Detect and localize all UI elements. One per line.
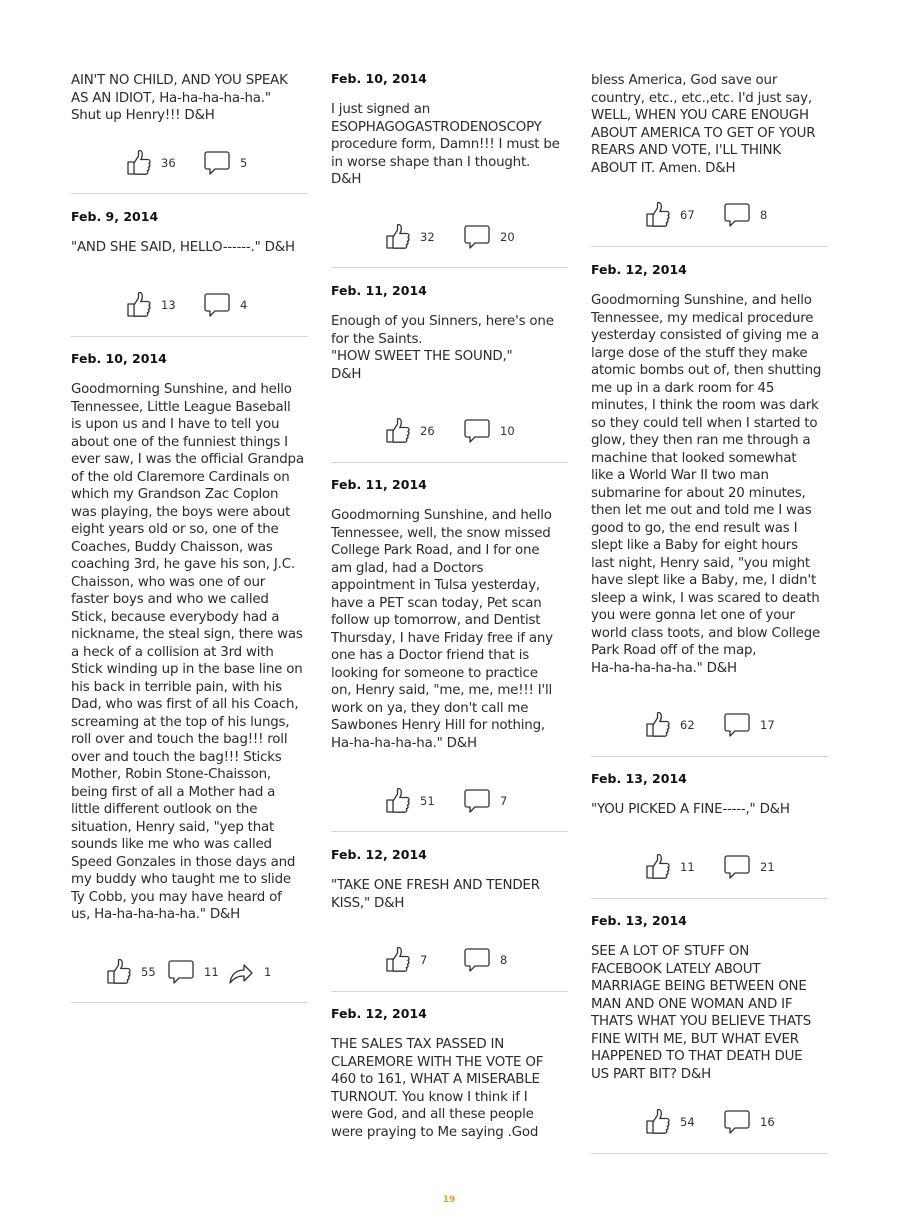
speech-bubble-icon bbox=[168, 959, 194, 985]
post-body bbox=[591, 801, 828, 819]
comment-button[interactable] bbox=[724, 710, 775, 740]
text-line: me up in a dark room for 45 bbox=[591, 380, 775, 396]
text-line: sounds like me who was called bbox=[71, 837, 272, 852]
text-line: were God, and all these people bbox=[331, 1107, 534, 1122]
text-line: Ha-ha-ha-ha-ha." D&H bbox=[591, 660, 737, 676]
like-button[interactable] bbox=[386, 786, 435, 816]
text-line: appointment in Tulsa yesterday, bbox=[331, 578, 540, 593]
comment-count: 16 bbox=[760, 1115, 775, 1129]
text-line: ESOPHAGOGASTRODENOSCOPY bbox=[331, 119, 542, 135]
text-line: I just signed an bbox=[331, 102, 431, 117]
text-line: Speed Gonzales in those days and bbox=[71, 854, 296, 870]
like-button[interactable] bbox=[646, 710, 695, 740]
text-line: Chaisson, who was one of our bbox=[71, 574, 266, 590]
post-11 bbox=[591, 771, 828, 819]
comment-count: 11 bbox=[204, 965, 219, 979]
divider bbox=[331, 991, 568, 992]
post-1-stats bbox=[71, 148, 308, 178]
comment-button[interactable] bbox=[464, 786, 507, 816]
comment-button[interactable] bbox=[724, 1107, 775, 1137]
divider bbox=[331, 462, 568, 463]
text-line: have a PET scan today, Pet scan bbox=[331, 595, 542, 611]
like-button[interactable] bbox=[127, 148, 176, 178]
like-button[interactable] bbox=[127, 290, 176, 320]
post-10-stats bbox=[591, 710, 828, 740]
comment-count: 8 bbox=[760, 208, 768, 222]
text-line: so they could tell when I started to bbox=[591, 415, 818, 431]
text-line: Stick winding up in the base line on bbox=[71, 662, 303, 677]
divider bbox=[591, 756, 828, 757]
text-line: College Park Road, and I for one bbox=[331, 543, 540, 558]
post-date: Feb. 13, 2014 bbox=[591, 771, 687, 786]
text-line: country, etc., etc.,etc. I'd just say, bbox=[591, 90, 812, 106]
text-line: being first of all a Mother had a bbox=[71, 784, 276, 800]
post-9-stats bbox=[591, 200, 828, 230]
like-count: 11 bbox=[680, 860, 695, 874]
text-line: sleep a wink, I was scared to death bbox=[591, 590, 820, 606]
post-date: Feb. 12, 2014 bbox=[331, 1006, 427, 1021]
text-line: Tennessee, well, the snow missed bbox=[331, 525, 551, 541]
text-line: ABOUT AMERICA TO GET OF YOUR bbox=[591, 125, 816, 141]
text-line: Goodmorning Sunshine, and hello bbox=[331, 508, 552, 523]
text-line: Shut up Henry!!! D&H bbox=[71, 108, 215, 123]
like-button[interactable] bbox=[646, 1107, 695, 1137]
divider bbox=[591, 1153, 828, 1154]
text-line: D&H bbox=[331, 172, 362, 187]
like-count: 55 bbox=[141, 965, 156, 979]
comment-count: 4 bbox=[240, 298, 248, 312]
text-line: have slept like a Baby, me, I didn't bbox=[591, 573, 816, 588]
text-line: KISS," D&H bbox=[331, 895, 405, 911]
post-5 bbox=[331, 283, 568, 383]
divider bbox=[591, 246, 828, 247]
post-body bbox=[71, 72, 308, 125]
text-line: large dose of the stuff they make bbox=[591, 345, 808, 361]
post-body bbox=[331, 877, 568, 912]
text-line: Ty Cobb, you may have heard of bbox=[71, 889, 282, 905]
text-line: is upon us and I have to tell you bbox=[71, 417, 280, 432]
speech-bubble-icon bbox=[724, 854, 750, 880]
post-7 bbox=[331, 847, 568, 912]
divider bbox=[71, 1002, 308, 1003]
text-line: over and touch the bag!!! Sticks bbox=[71, 749, 282, 765]
speech-bubble-icon bbox=[724, 712, 750, 738]
speech-bubble-icon bbox=[204, 150, 230, 176]
text-line: follow up tomorrow, and Dentist bbox=[331, 613, 541, 628]
text-line: submarine for about 20 minutes, bbox=[591, 485, 806, 501]
comment-count: 20 bbox=[500, 230, 515, 244]
thumbs-up-icon bbox=[646, 712, 670, 738]
text-line: us, Ha-ha-ha-ha-ha." D&H bbox=[71, 907, 241, 922]
post-body bbox=[591, 943, 828, 1083]
share-arrow-icon bbox=[228, 959, 254, 985]
text-line: MARRIAGE BEING BETWEEN ONE bbox=[591, 979, 807, 994]
like-button[interactable] bbox=[386, 222, 435, 252]
text-line: world class toots, and blow College bbox=[591, 625, 821, 641]
thumbs-up-icon bbox=[646, 854, 670, 880]
divider bbox=[591, 898, 828, 899]
text-line: yesterday consisted of giving me a bbox=[591, 328, 819, 343]
post-date: Feb. 9, 2014 bbox=[71, 209, 159, 224]
text-line: Tennessee, my medical procedure bbox=[591, 310, 814, 326]
like-count: 32 bbox=[420, 230, 435, 244]
text-line: glow, they then ran me through a bbox=[591, 433, 811, 448]
post-9 bbox=[591, 72, 828, 177]
thumbs-up-icon bbox=[386, 224, 410, 250]
comment-button[interactable] bbox=[724, 200, 767, 230]
speech-bubble-icon bbox=[464, 224, 490, 250]
post-date: Feb. 10, 2014 bbox=[331, 71, 427, 86]
comment-count: 10 bbox=[500, 424, 515, 438]
text-line: looking for someone to practice bbox=[331, 665, 538, 681]
post-2 bbox=[71, 209, 308, 257]
post-body bbox=[71, 381, 308, 924]
comment-button[interactable] bbox=[204, 148, 247, 178]
text-line: MAN AND ONE WOMAN AND IF bbox=[591, 996, 793, 1012]
text-line: Ha-ha-ha-ha-ha." D&H bbox=[331, 735, 477, 751]
text-line: were praying to Me saying .God bbox=[331, 1124, 539, 1140]
text-line: in worse shape than I thought. bbox=[331, 154, 531, 170]
text-line: THATS WHAT YOU BELIEVE THATS bbox=[591, 1014, 812, 1029]
text-line: little different outlook on the bbox=[71, 802, 258, 817]
text-line: "TAKE ONE FRESH AND TENDER bbox=[331, 878, 540, 893]
text-line: 460 to 161, WHAT A MISERABLE bbox=[331, 1072, 540, 1087]
like-count: 51 bbox=[420, 794, 435, 808]
text-line: you were gonna let one of your bbox=[591, 608, 795, 623]
text-line: D&H bbox=[331, 366, 362, 382]
text-line: "HOW SWEET THE SOUND," bbox=[331, 349, 513, 364]
thumbs-up-icon bbox=[386, 947, 410, 973]
like-button[interactable] bbox=[646, 200, 695, 230]
text-line: on, Henry said, "me, me, me!!! I'll bbox=[331, 683, 553, 698]
divider bbox=[331, 831, 568, 832]
post-6 bbox=[331, 477, 568, 752]
divider bbox=[71, 193, 308, 194]
post-10 bbox=[591, 262, 828, 677]
text-line: my buddy who taught me to slide bbox=[71, 872, 291, 887]
thumbs-up-icon bbox=[386, 418, 410, 444]
text-line: for the Saints. bbox=[331, 331, 423, 347]
post-body bbox=[331, 1036, 568, 1141]
text-line: Goodmorning Sunshine, and hello bbox=[71, 382, 292, 397]
text-line: then let me out and told me I was bbox=[591, 503, 812, 518]
comment-count: 8 bbox=[500, 953, 508, 967]
post-3 bbox=[71, 351, 308, 924]
text-line: ABOUT IT. Amen. D&H bbox=[591, 160, 736, 176]
divider bbox=[331, 267, 568, 268]
text-line: a heck of a collision at 3rd with bbox=[71, 644, 274, 660]
text-line: Mother, Robin Stone-Chaisson, bbox=[71, 767, 271, 782]
text-line: "YOU PICKED A FINE-----," D&H bbox=[591, 802, 790, 817]
like-count: 36 bbox=[161, 156, 176, 170]
like-count: 26 bbox=[420, 424, 435, 438]
text-line: "AND SHE SAID, HELLO------." D&H bbox=[71, 240, 295, 255]
text-line: AIN'T NO CHILD, AND YOU SPEAK bbox=[71, 73, 288, 88]
text-line: last night, Henry said, "you might bbox=[591, 555, 810, 571]
post-date: Feb. 12, 2014 bbox=[331, 847, 427, 862]
text-line: screaming at the top of his lungs, bbox=[71, 714, 290, 730]
post-7-stats bbox=[331, 945, 568, 975]
comment-button[interactable] bbox=[168, 957, 219, 987]
text-line: Coaches, Buddy Chaisson, was bbox=[71, 539, 273, 555]
thumbs-up-icon bbox=[646, 202, 670, 228]
post-date: Feb. 11, 2014 bbox=[331, 283, 427, 298]
comment-button[interactable] bbox=[724, 852, 775, 882]
text-line: machine that looked somewhat bbox=[591, 450, 797, 466]
like-count: 62 bbox=[680, 718, 695, 732]
text-line: am glad, had a Doctors bbox=[331, 560, 484, 576]
thumbs-up-icon bbox=[107, 959, 131, 985]
post-body bbox=[591, 292, 828, 677]
post-4-stats bbox=[331, 222, 568, 252]
comment-count: 7 bbox=[500, 794, 508, 808]
post-body bbox=[331, 313, 568, 383]
post-5-stats bbox=[331, 416, 568, 446]
thumbs-up-icon bbox=[127, 292, 151, 318]
comment-count: 5 bbox=[240, 156, 248, 170]
like-count: 7 bbox=[420, 953, 428, 967]
text-line: CLAREMORE WITH THE VOTE OF bbox=[331, 1054, 544, 1070]
comment-count: 17 bbox=[760, 718, 775, 732]
text-line: about one of the funniest things I bbox=[71, 434, 288, 450]
text-line: his back in terrible pain, with his bbox=[71, 679, 282, 695]
thumbs-up-icon bbox=[386, 788, 410, 814]
comment-button[interactable] bbox=[464, 416, 515, 446]
text-line: TURNOUT. You know I think if I bbox=[331, 1089, 528, 1105]
text-line: FINE WITH ME, BUT WHAT EVER bbox=[591, 1031, 799, 1047]
text-line: Stick, because everybody had a bbox=[71, 609, 280, 625]
speech-bubble-icon bbox=[724, 1109, 750, 1135]
text-line: good to go, the end result was I bbox=[591, 520, 798, 536]
comment-button[interactable] bbox=[204, 290, 247, 320]
share-count: 1 bbox=[264, 965, 272, 979]
comment-button[interactable] bbox=[464, 222, 515, 252]
page-number: 19 bbox=[442, 1195, 456, 1205]
thumbs-up-icon bbox=[127, 150, 151, 176]
text-line: work on ya, they don't call me bbox=[331, 700, 529, 716]
text-line: WELL, WHEN YOU CARE ENOUGH bbox=[591, 108, 809, 123]
post-date: Feb. 10, 2014 bbox=[71, 351, 167, 366]
text-line: which my Grandson Zac Coplon bbox=[71, 487, 279, 502]
post-body bbox=[591, 72, 828, 177]
like-count: 67 bbox=[680, 208, 695, 222]
post-body bbox=[331, 507, 568, 752]
text-line: like a World War II two man bbox=[591, 468, 769, 483]
text-line: Goodmorning Sunshine, and hello bbox=[591, 293, 812, 308]
comment-count: 21 bbox=[760, 860, 775, 874]
speech-bubble-icon bbox=[204, 292, 230, 318]
text-line: nickname, the steal sign, there was bbox=[71, 627, 303, 642]
divider bbox=[71, 336, 308, 337]
comment-button[interactable] bbox=[464, 945, 507, 975]
text-line: minutes, I think the room was dark bbox=[591, 398, 819, 413]
post-11-stats bbox=[591, 852, 828, 882]
text-line: slept like a Baby for eight hours bbox=[591, 538, 798, 553]
post-12 bbox=[591, 913, 828, 1083]
text-line: Enough of you Sinners, here's one bbox=[331, 314, 554, 329]
like-count: 54 bbox=[680, 1115, 695, 1129]
text-line: one has a Doctor friend that is bbox=[331, 648, 530, 663]
text-line: Dad, who was first of all his Coach, bbox=[71, 697, 299, 712]
like-count: 13 bbox=[161, 298, 176, 312]
speech-bubble-icon bbox=[464, 788, 490, 814]
share-button[interactable] bbox=[228, 957, 271, 987]
text-line: bless America, God save our bbox=[591, 73, 778, 88]
text-line: of the old Claremore Cardinals on bbox=[71, 469, 290, 485]
text-line: SEE A LOT OF STUFF ON bbox=[591, 944, 750, 959]
post-body bbox=[71, 239, 308, 257]
text-line: atomic bombs out of, then shutting bbox=[591, 363, 822, 378]
text-line: ever saw, I was the official Grandpa bbox=[71, 452, 304, 467]
text-line: roll over and touch the bag!!! roll bbox=[71, 732, 288, 747]
post-4 bbox=[331, 71, 568, 189]
text-line: procedure form, Damn!!! I must be bbox=[331, 137, 560, 152]
text-line: Park Road off of the map, bbox=[591, 643, 757, 658]
text-line: coaching 3rd, he gave his son, J.C. bbox=[71, 557, 295, 572]
text-line: FACEBOOK LATELY ABOUT bbox=[591, 961, 761, 977]
post-2-stats bbox=[71, 290, 308, 320]
text-line: was playing, the boys were about bbox=[71, 504, 291, 520]
text-line: THE SALES TAX PASSED IN bbox=[331, 1037, 505, 1052]
text-line: Tennessee, Little League Baseball bbox=[71, 399, 291, 415]
like-button[interactable] bbox=[386, 416, 435, 446]
post-12-stats bbox=[591, 1107, 828, 1137]
text-line: faster boys and who we called bbox=[71, 592, 269, 607]
post-8 bbox=[331, 1006, 568, 1141]
like-button[interactable] bbox=[646, 852, 695, 882]
like-button[interactable] bbox=[386, 945, 427, 975]
like-button[interactable] bbox=[107, 957, 156, 987]
text-line: situation, Henry said, "yep that bbox=[71, 819, 275, 835]
text-line: Thursday, I have Friday free if any bbox=[331, 630, 553, 646]
post-1 bbox=[71, 72, 308, 125]
text-line: Sawbones Henry Hill for nothing, bbox=[331, 718, 545, 733]
post-date: Feb. 11, 2014 bbox=[331, 477, 427, 492]
speech-bubble-icon bbox=[464, 947, 490, 973]
text-line: AS AN IDIOT, Ha-ha-ha-ha-ha." bbox=[71, 90, 271, 106]
speech-bubble-icon bbox=[464, 418, 490, 444]
post-date: Feb. 13, 2014 bbox=[591, 913, 687, 928]
post-body bbox=[331, 101, 568, 189]
text-line: US PART BIT? D&H bbox=[591, 1066, 712, 1082]
post-date: Feb. 12, 2014 bbox=[591, 262, 687, 277]
speech-bubble-icon bbox=[724, 202, 750, 228]
post-3-stats bbox=[71, 957, 308, 987]
thumbs-up-icon bbox=[646, 1109, 670, 1135]
text-line: eight years old or so, one of the bbox=[71, 522, 279, 537]
post-6-stats bbox=[331, 786, 568, 816]
text-line: HAPPENED TO THAT DEATH DUE bbox=[591, 1049, 803, 1064]
text-line: REARS AND VOTE, I'LL THINK bbox=[591, 143, 781, 158]
